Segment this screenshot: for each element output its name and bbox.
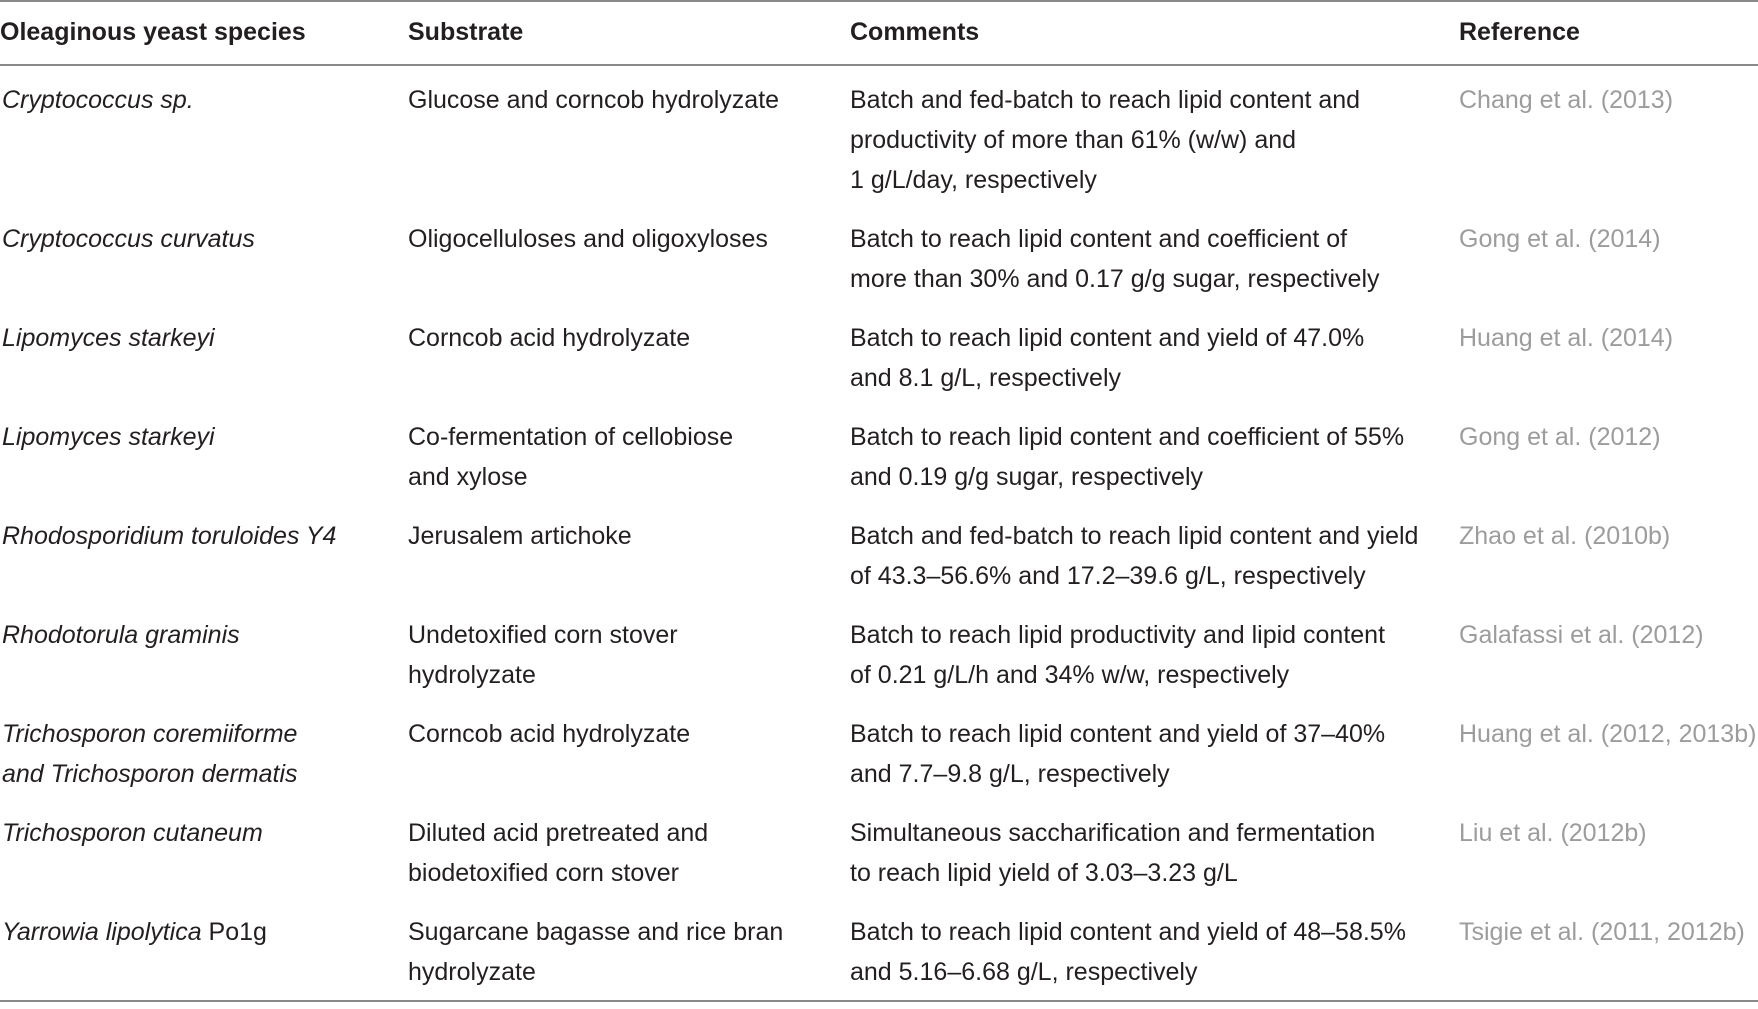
header-species: Oleaginous yeast species xyxy=(0,18,306,46)
row-4-comment-line-1: Batch to reach lipid content and coefficient of 55% xyxy=(850,423,1405,451)
row-9-species xyxy=(2,912,267,952)
row-5-species: Rhodosporidium toruloides Y4 xyxy=(2,522,337,550)
row-3-comment-line-2: and 8.1 g/L, respectively xyxy=(850,364,1121,392)
row-1-substrate: Glucose and corncob hydrolyzate xyxy=(408,86,780,114)
row-5-substrate: Jerusalem artichoke xyxy=(408,522,632,550)
row-9-substrate-line-1: Sugarcane bagasse and rice bran xyxy=(408,918,784,946)
row-3-reference: Huang et al. (2014) xyxy=(1459,324,1674,352)
table-bottom-rule xyxy=(0,1000,1758,1002)
row-6-comment-line-1: Batch to reach lipid productivity and lipid content xyxy=(850,621,1386,649)
row-1-reference: Chang et al. (2013) xyxy=(1459,86,1674,114)
row-9-reference: Tsigie et al. (2011, 2012b) xyxy=(1459,918,1745,946)
row-9-comment-line-1: Batch to reach lipid content and yield of 48–58.5% xyxy=(850,918,1406,946)
row-8-comment-line-2: to reach lipid yield of 3.03–3.23 g/L xyxy=(850,859,1238,887)
row-4-substrate-line-1: Co-fermentation of cellobiose xyxy=(408,423,734,451)
table-header-rule xyxy=(0,64,1758,66)
row-1-species: Cryptococcus sp. xyxy=(2,86,194,114)
row-7-comment-line-1: Batch to reach lipid content and yield of 37–40% xyxy=(850,720,1386,748)
row-8-reference: Liu et al. (2012b) xyxy=(1459,819,1647,847)
row-4-reference: Gong et al. (2012) xyxy=(1459,423,1661,451)
row-7-species-line-1: Trichosporon coremiiforme xyxy=(2,720,298,748)
row-7-reference: Huang et al. (2012, 2013b) xyxy=(1459,720,1757,748)
row-8-substrate-line-2: biodetoxified corn stover xyxy=(408,859,679,887)
row-5-comment-line-1: Batch and fed-batch to reach lipid content and yield xyxy=(850,522,1419,550)
header-substrate: Substrate xyxy=(408,18,524,46)
row-7-species-line-2: and Trichosporon dermatis xyxy=(2,760,298,788)
row-3-species: Lipomyces starkeyi xyxy=(2,324,215,352)
row-9-species-strain: Po1g xyxy=(201,918,267,946)
row-7-comment-line-2: and 7.7–9.8 g/L, respectively xyxy=(850,760,1170,788)
row-6-species: Rhodotorula graminis xyxy=(2,621,240,649)
row-5-reference: Zhao et al. (2010b) xyxy=(1459,522,1671,550)
header-comments: Comments xyxy=(850,18,980,46)
row-2-species: Cryptococcus curvatus xyxy=(2,225,255,253)
row-3-substrate: Corncob acid hydrolyzate xyxy=(408,324,691,352)
row-4-comment-line-2: and 0.19 g/g sugar, respectively xyxy=(850,463,1204,491)
table-top-rule xyxy=(0,0,1758,2)
row-2-substrate: Oligocelluloses and oligoxyloses xyxy=(408,225,768,253)
row-2-comment-line-1: Batch to reach lipid content and coefficient of xyxy=(850,225,1348,253)
row-2-comment-line-2: more than 30% and 0.17 g/g sugar, respectively xyxy=(850,265,1380,293)
row-4-species: Lipomyces starkeyi xyxy=(2,423,215,451)
row-1-comment-line-1: Batch and fed-batch to reach lipid content and xyxy=(850,86,1361,114)
header-reference: Reference xyxy=(1459,18,1580,46)
row-8-species: Trichosporon cutaneum xyxy=(2,819,263,847)
row-7-substrate: Corncob acid hydrolyzate xyxy=(408,720,691,748)
row-6-substrate-line-2: hydrolyzate xyxy=(408,661,536,689)
row-9-comment-line-2: and 5.16–6.68 g/L, respectively xyxy=(850,958,1198,986)
row-5-comment-line-2: of 43.3–56.6% and 17.2–39.6 g/L, respectively xyxy=(850,562,1366,590)
row-8-comment-line-1: Simultaneous saccharification and fermentation xyxy=(850,819,1376,847)
row-6-substrate-line-1: Undetoxified corn stover xyxy=(408,621,678,649)
row-4-substrate-line-2: and xylose xyxy=(408,463,528,491)
row-1-comment-line-2: productivity of more than 61% (w/w) and xyxy=(850,126,1297,154)
row-6-reference: Galafassi et al. (2012) xyxy=(1459,621,1704,649)
row-9-species-name: Yarrowia lipolytica xyxy=(2,918,202,946)
row-1-comment-line-3: 1 g/L/day, respectively xyxy=(850,166,1097,194)
row-6-comment-line-2: of 0.21 g/L/h and 34% w/w, respectively xyxy=(850,661,1290,689)
row-3-comment-line-1: Batch to reach lipid content and yield of 47.0% xyxy=(850,324,1365,352)
row-2-reference: Gong et al. (2014) xyxy=(1459,225,1661,253)
row-9-substrate-line-2: hydrolyzate xyxy=(408,958,536,986)
row-8-substrate-line-1: Diluted acid pretreated and xyxy=(408,819,709,847)
